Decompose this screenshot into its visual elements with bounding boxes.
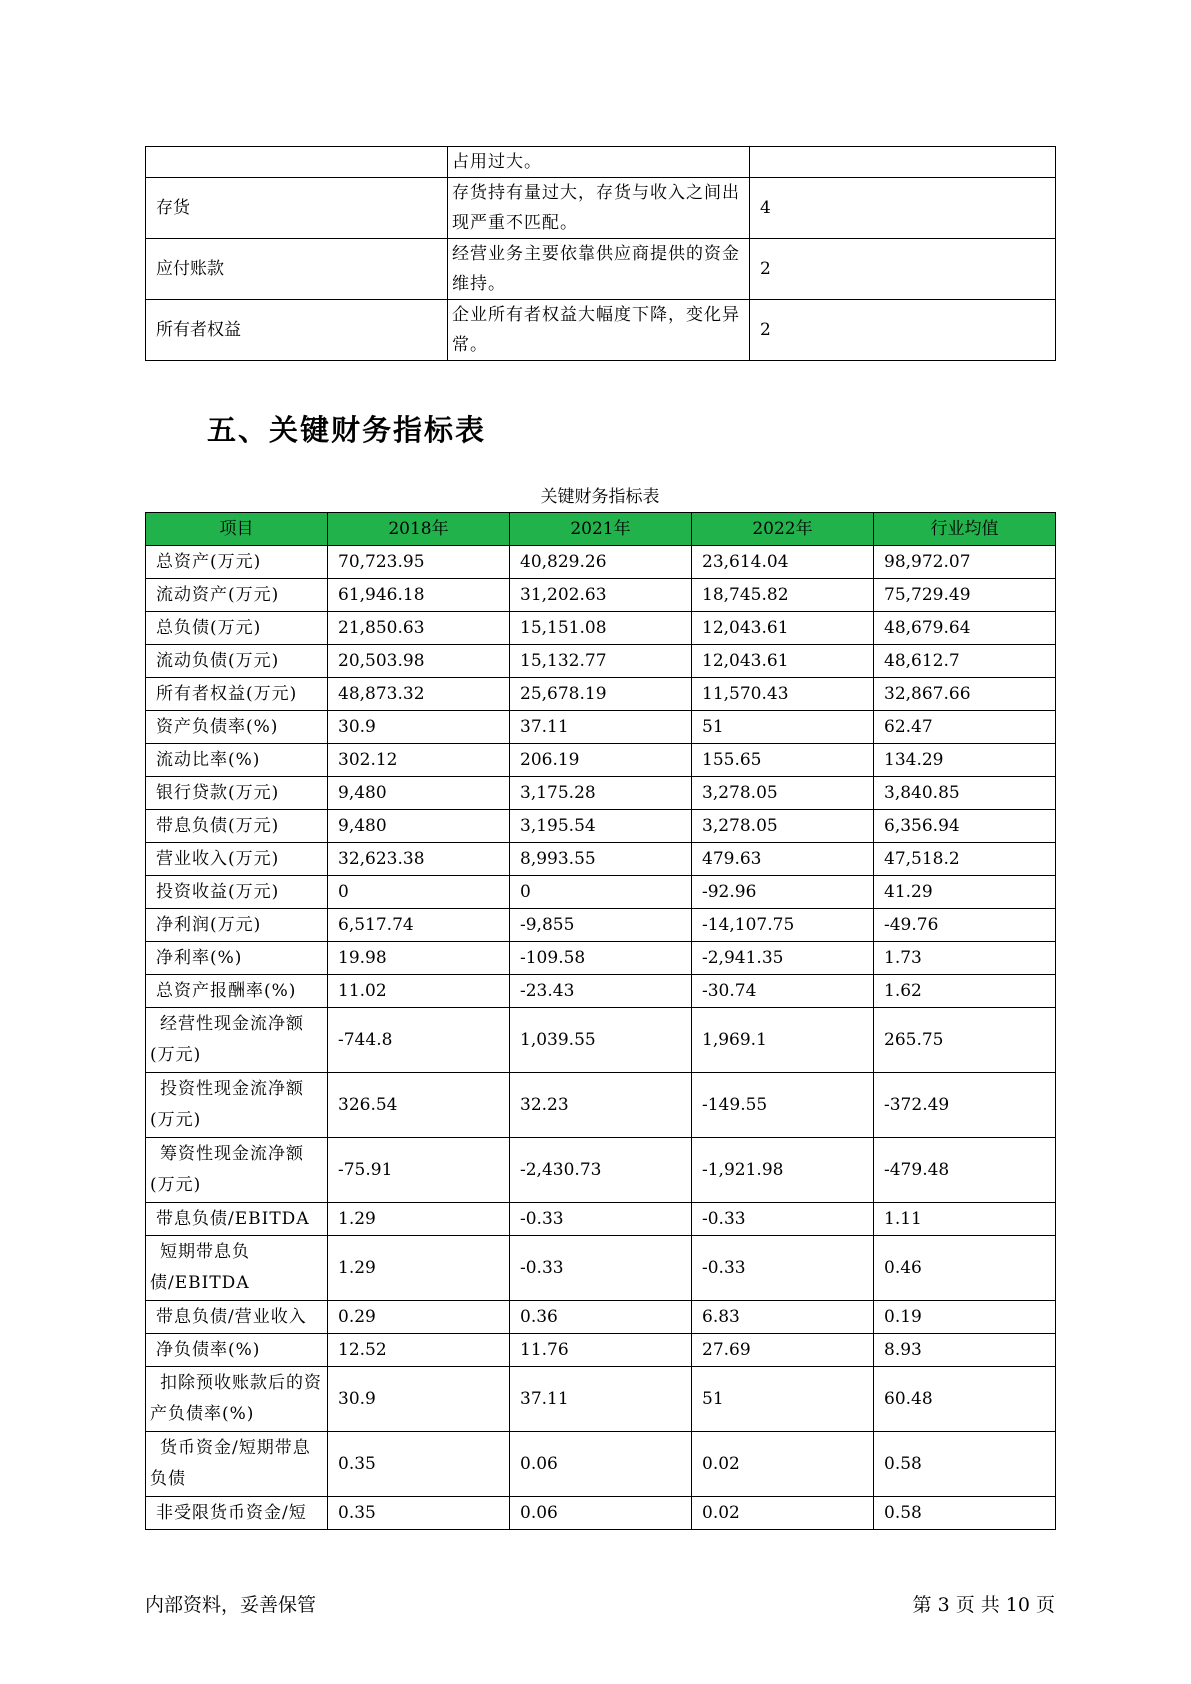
risk-table-row bbox=[146, 300, 1056, 361]
risk-item-cell: 所有者权益 bbox=[146, 300, 448, 361]
risk-item-cell bbox=[146, 147, 448, 178]
value-2022-cell: -0.33 bbox=[692, 1203, 874, 1236]
value-2022-cell: -149.55 bbox=[692, 1073, 874, 1138]
industry-average-cell: 47,518.2 bbox=[874, 843, 1056, 876]
industry-average-cell: 0.19 bbox=[874, 1301, 1056, 1334]
industry-average-cell: -479.48 bbox=[874, 1138, 1056, 1203]
table-row bbox=[146, 843, 1056, 876]
value-2021-cell: 15,132.77 bbox=[510, 645, 692, 678]
metric-label-cell: 筹资性现金流净额(万元) bbox=[146, 1138, 328, 1203]
value-2021-cell: 25,678.19 bbox=[510, 678, 692, 711]
value-2018-cell: 20,503.98 bbox=[328, 645, 510, 678]
value-2021-cell: 15,151.08 bbox=[510, 612, 692, 645]
metric-label-cell: 流动负债(万元) bbox=[146, 645, 328, 678]
value-2018-cell: 21,850.63 bbox=[328, 612, 510, 645]
metric-label-cell: 净利润(万元) bbox=[146, 909, 328, 942]
header-cell-2022: 2022年 bbox=[692, 513, 874, 546]
value-2018-cell: 32,623.38 bbox=[328, 843, 510, 876]
value-2018-cell: 48,873.32 bbox=[328, 678, 510, 711]
table-row bbox=[146, 1008, 1056, 1073]
table-row bbox=[146, 744, 1056, 777]
metric-label-cell: 货币资金/短期带息负债 bbox=[146, 1432, 328, 1497]
industry-average-cell: -372.49 bbox=[874, 1073, 1056, 1138]
risk-factor-table bbox=[145, 146, 1056, 361]
value-2021-cell: 37.11 bbox=[510, 711, 692, 744]
value-2021-cell: 8,993.55 bbox=[510, 843, 692, 876]
value-2022-cell: -2,941.35 bbox=[692, 942, 874, 975]
header-cell-2018: 2018年 bbox=[328, 513, 510, 546]
metric-label-cell: 总负债(万元) bbox=[146, 612, 328, 645]
value-2022-cell: 12,043.61 bbox=[692, 612, 874, 645]
table-row bbox=[146, 546, 1056, 579]
value-2021-cell: 0.36 bbox=[510, 1301, 692, 1334]
risk-score-cell: 4 bbox=[750, 178, 1056, 239]
value-2022-cell: 12,043.61 bbox=[692, 645, 874, 678]
table-row bbox=[146, 1138, 1056, 1203]
industry-average-cell: 41.29 bbox=[874, 876, 1056, 909]
risk-table-body bbox=[146, 147, 1056, 361]
table-row bbox=[146, 645, 1056, 678]
industry-average-cell: 6,356.94 bbox=[874, 810, 1056, 843]
value-2021-cell: 3,195.54 bbox=[510, 810, 692, 843]
table-row bbox=[146, 1432, 1056, 1497]
value-2018-cell: 9,480 bbox=[328, 777, 510, 810]
value-2022-cell: 18,745.82 bbox=[692, 579, 874, 612]
value-2022-cell: -0.33 bbox=[692, 1236, 874, 1301]
table-row bbox=[146, 876, 1056, 909]
header-cell-item: 项目 bbox=[146, 513, 328, 546]
industry-average-cell: 134.29 bbox=[874, 744, 1056, 777]
industry-average-cell: 1.11 bbox=[874, 1203, 1056, 1236]
value-2022-cell: 6.83 bbox=[692, 1301, 874, 1334]
value-2018-cell: 0 bbox=[328, 876, 510, 909]
risk-description-cell: 企业所有者权益大幅度下降，变化异常。 bbox=[448, 300, 750, 361]
value-2022-cell: -30.74 bbox=[692, 975, 874, 1008]
value-2018-cell: 30.9 bbox=[328, 711, 510, 744]
table-row bbox=[146, 1334, 1056, 1367]
value-2021-cell: -23.43 bbox=[510, 975, 692, 1008]
header-cell-2021: 2021年 bbox=[510, 513, 692, 546]
header-cell-industry-average: 行业均值 bbox=[874, 513, 1056, 546]
value-2022-cell: -14,107.75 bbox=[692, 909, 874, 942]
industry-average-cell: 8.93 bbox=[874, 1334, 1056, 1367]
industry-average-cell: 3,840.85 bbox=[874, 777, 1056, 810]
value-2022-cell: 3,278.05 bbox=[692, 810, 874, 843]
value-2018-cell: 30.9 bbox=[328, 1367, 510, 1432]
metric-label-cell: 带息负债/EBITDA bbox=[146, 1203, 328, 1236]
key-financial-indicators-table bbox=[145, 512, 1056, 1530]
table-row bbox=[146, 1497, 1056, 1530]
section-heading: 五、关键财务指标表 bbox=[207, 413, 487, 447]
metric-label-cell: 净负债率(%) bbox=[146, 1334, 328, 1367]
value-2022-cell: 0.02 bbox=[692, 1432, 874, 1497]
table-row bbox=[146, 777, 1056, 810]
footer-confidential-note: 内部资料，妥善保管 bbox=[145, 1594, 317, 1616]
industry-average-cell: 0.58 bbox=[874, 1497, 1056, 1530]
value-2022-cell: 51 bbox=[692, 711, 874, 744]
risk-table-row bbox=[146, 239, 1056, 300]
table-row bbox=[146, 975, 1056, 1008]
value-2022-cell: 11,570.43 bbox=[692, 678, 874, 711]
industry-average-cell: 48,679.64 bbox=[874, 612, 1056, 645]
table-row bbox=[146, 1073, 1056, 1138]
industry-average-cell: 98,972.07 bbox=[874, 546, 1056, 579]
value-2022-cell: 0.02 bbox=[692, 1497, 874, 1530]
industry-average-cell: 1.73 bbox=[874, 942, 1056, 975]
value-2021-cell: -0.33 bbox=[510, 1203, 692, 1236]
value-2021-cell: -109.58 bbox=[510, 942, 692, 975]
value-2018-cell: 0.29 bbox=[328, 1301, 510, 1334]
value-2022-cell: 1,969.1 bbox=[692, 1008, 874, 1073]
table-row bbox=[146, 579, 1056, 612]
value-2022-cell: -92.96 bbox=[692, 876, 874, 909]
industry-average-cell: 75,729.49 bbox=[874, 579, 1056, 612]
table-row bbox=[146, 612, 1056, 645]
footer-page-number: 第 3 页 共 10 页 bbox=[912, 1594, 1055, 1616]
risk-table-row bbox=[146, 178, 1056, 239]
metric-label-cell: 流动比率(%) bbox=[146, 744, 328, 777]
value-2018-cell: 61,946.18 bbox=[328, 579, 510, 612]
value-2018-cell: 12.52 bbox=[328, 1334, 510, 1367]
table-row bbox=[146, 678, 1056, 711]
value-2022-cell: 155.65 bbox=[692, 744, 874, 777]
industry-average-cell: 60.48 bbox=[874, 1367, 1056, 1432]
table-caption: 关键财务指标表 bbox=[540, 487, 660, 507]
value-2018-cell: 9,480 bbox=[328, 810, 510, 843]
value-2018-cell: 19.98 bbox=[328, 942, 510, 975]
value-2021-cell: 31,202.63 bbox=[510, 579, 692, 612]
value-2018-cell: 0.35 bbox=[328, 1432, 510, 1497]
value-2021-cell: 0 bbox=[510, 876, 692, 909]
value-2021-cell: 206.19 bbox=[510, 744, 692, 777]
industry-average-cell: 0.58 bbox=[874, 1432, 1056, 1497]
industry-average-cell: 32,867.66 bbox=[874, 678, 1056, 711]
value-2018-cell: 70,723.95 bbox=[328, 546, 510, 579]
metric-label-cell: 扣除预收账款后的资产负债率(%) bbox=[146, 1367, 328, 1432]
risk-description-cell: 经营业务主要依靠供应商提供的资金维持。 bbox=[448, 239, 750, 300]
table-row bbox=[146, 711, 1056, 744]
value-2018-cell: 1.29 bbox=[328, 1203, 510, 1236]
value-2022-cell: 3,278.05 bbox=[692, 777, 874, 810]
industry-average-cell: -49.76 bbox=[874, 909, 1056, 942]
table-row bbox=[146, 1203, 1056, 1236]
value-2022-cell: -1,921.98 bbox=[692, 1138, 874, 1203]
value-2021-cell: 3,175.28 bbox=[510, 777, 692, 810]
risk-item-cell: 应付账款 bbox=[146, 239, 448, 300]
metric-label-cell: 经营性现金流净额(万元) bbox=[146, 1008, 328, 1073]
metric-label-cell: 流动资产(万元) bbox=[146, 579, 328, 612]
value-2018-cell: 6,517.74 bbox=[328, 909, 510, 942]
value-2021-cell: -9,855 bbox=[510, 909, 692, 942]
value-2018-cell: 326.54 bbox=[328, 1073, 510, 1138]
risk-score-cell: 2 bbox=[750, 300, 1056, 361]
industry-average-cell: 62.47 bbox=[874, 711, 1056, 744]
risk-description-cell: 存货持有量过大，存货与收入之间出现严重不匹配。 bbox=[448, 178, 750, 239]
metric-label-cell: 带息负债(万元) bbox=[146, 810, 328, 843]
value-2021-cell: 11.76 bbox=[510, 1334, 692, 1367]
value-2021-cell: 0.06 bbox=[510, 1497, 692, 1530]
metrics-table-header bbox=[146, 513, 1056, 546]
metric-label-cell: 带息负债/营业收入 bbox=[146, 1301, 328, 1334]
value-2018-cell: 0.35 bbox=[328, 1497, 510, 1530]
value-2022-cell: 27.69 bbox=[692, 1334, 874, 1367]
metric-label-cell: 投资性现金流净额(万元) bbox=[146, 1073, 328, 1138]
metric-label-cell: 所有者权益(万元) bbox=[146, 678, 328, 711]
value-2021-cell: 1,039.55 bbox=[510, 1008, 692, 1073]
metric-label-cell: 资产负债率(%) bbox=[146, 711, 328, 744]
header-row bbox=[146, 513, 1056, 546]
metric-label-cell: 短期带息负债/EBITDA bbox=[146, 1236, 328, 1301]
metric-label-cell: 总资产(万元) bbox=[146, 546, 328, 579]
industry-average-cell: 1.62 bbox=[874, 975, 1056, 1008]
value-2021-cell: 37.11 bbox=[510, 1367, 692, 1432]
table-row bbox=[146, 1367, 1056, 1432]
risk-score-cell: 2 bbox=[750, 239, 1056, 300]
value-2021-cell: 40,829.26 bbox=[510, 546, 692, 579]
table-row bbox=[146, 1301, 1056, 1334]
value-2018-cell: 302.12 bbox=[328, 744, 510, 777]
risk-score-cell bbox=[750, 147, 1056, 178]
value-2018-cell: 1.29 bbox=[328, 1236, 510, 1301]
risk-table-row bbox=[146, 147, 1056, 178]
value-2018-cell: -75.91 bbox=[328, 1138, 510, 1203]
value-2022-cell: 479.63 bbox=[692, 843, 874, 876]
table-row bbox=[146, 909, 1056, 942]
value-2021-cell: 0.06 bbox=[510, 1432, 692, 1497]
table-row bbox=[146, 1236, 1056, 1301]
industry-average-cell: 48,612.7 bbox=[874, 645, 1056, 678]
value-2021-cell: -2,430.73 bbox=[510, 1138, 692, 1203]
industry-average-cell: 265.75 bbox=[874, 1008, 1056, 1073]
value-2018-cell: -744.8 bbox=[328, 1008, 510, 1073]
value-2022-cell: 23,614.04 bbox=[692, 546, 874, 579]
risk-description-cell: 占用过大。 bbox=[448, 147, 750, 178]
metric-label-cell: 总资产报酬率(%) bbox=[146, 975, 328, 1008]
metric-label-cell: 营业收入(万元) bbox=[146, 843, 328, 876]
value-2021-cell: 32.23 bbox=[510, 1073, 692, 1138]
risk-item-cell: 存货 bbox=[146, 178, 448, 239]
value-2018-cell: 11.02 bbox=[328, 975, 510, 1008]
metric-label-cell: 银行贷款(万元) bbox=[146, 777, 328, 810]
industry-average-cell: 0.46 bbox=[874, 1236, 1056, 1301]
metrics-table-body bbox=[146, 546, 1056, 1530]
metric-label-cell: 非受限货币资金/短 bbox=[146, 1497, 328, 1530]
table-row bbox=[146, 942, 1056, 975]
table-row bbox=[146, 810, 1056, 843]
metric-label-cell: 投资收益(万元) bbox=[146, 876, 328, 909]
value-2022-cell: 51 bbox=[692, 1367, 874, 1432]
value-2021-cell: -0.33 bbox=[510, 1236, 692, 1301]
metric-label-cell: 净利率(%) bbox=[146, 942, 328, 975]
